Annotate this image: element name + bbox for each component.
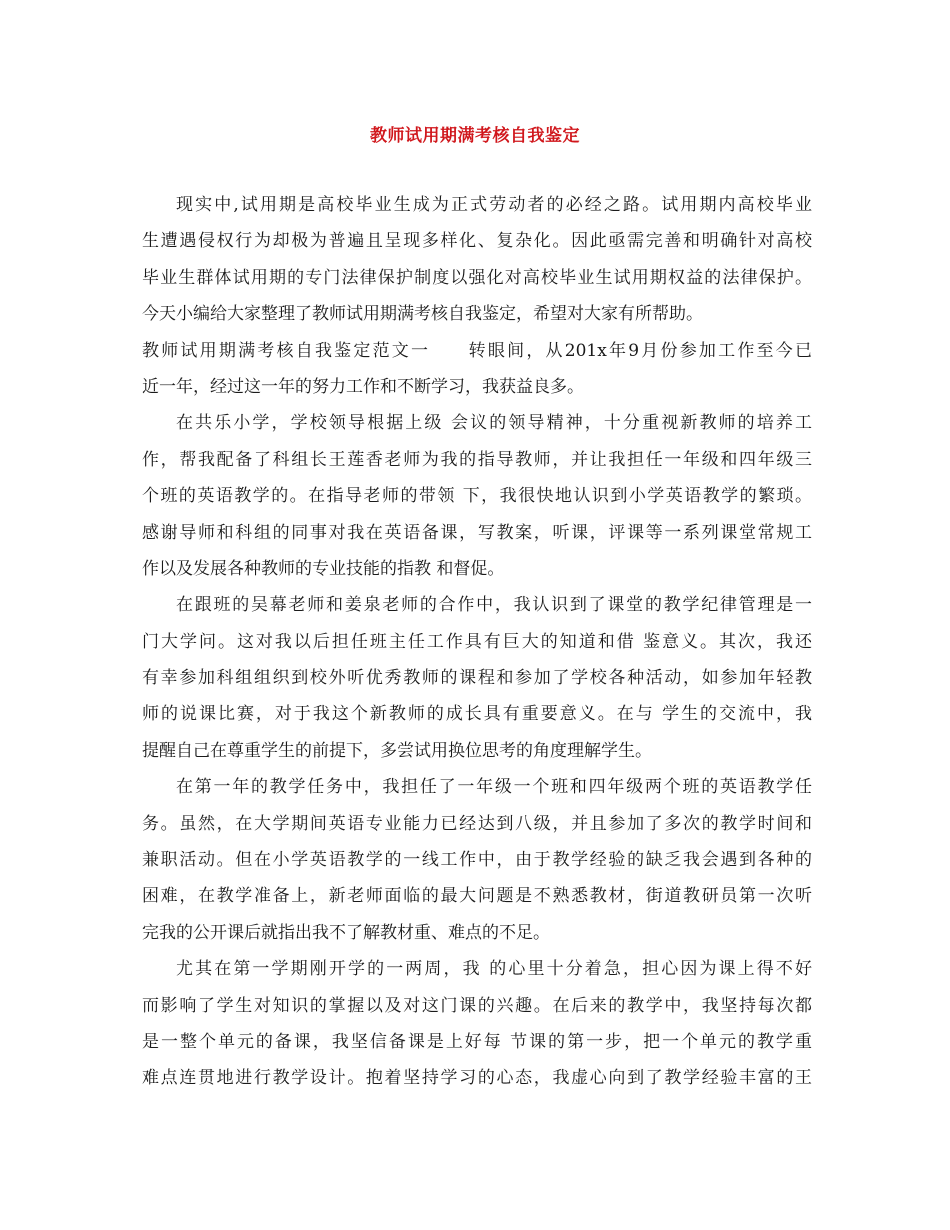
text-line: 在跟班的吴幕老师和姜泉老师的合作中，我认识到了课堂的教学纪律管理是一 (176, 595, 812, 616)
text-line: 困难，在教学准备上，新老师面临的最大问题是不熟悉教材，街道教研员第一次听 (142, 886, 812, 907)
text-line: 兼职活动。但在小学英语教学的一线工作中，由于教学经验的缺乏我会遇到各种的 (142, 850, 812, 871)
document-title: 教师试用期满考核自我鉴定 (370, 126, 580, 146)
text-line: 门大学问。这对我以后担任班主任工作具有巨大的知道和借 鉴意义。其次，我还 (142, 631, 812, 652)
text-line: 现实中,试用期是高校毕业生成为正式劳动者的必经之路。试用期内高校毕业 (176, 195, 812, 215)
text-line: 个班的英语教学的。在指导老师的带领 下，我很快地认识到小学英语教学的繁琐。 (142, 486, 812, 507)
text-line: 在共乐小学，学校领导根据上级 会议的领导精神，十分重视新教师的培养工 (176, 413, 812, 434)
text-line: 作，帮我配备了科组长王莲香老师为我的指导教师，并让我担任一年级和四年级三 (142, 449, 812, 470)
text-line: 难点连贯地进行教学设计。抱着坚持学习的心态，我虚心向到了教学经验丰富的王 (142, 1068, 812, 1089)
text-line: 作以及发展各种教师的专业技能的指教 和督促。 (142, 558, 505, 579)
document-body (142, 187, 812, 1097)
text-line: 尤其在第一学期刚开学的一两周，我 的心里十分着急，担心因为课上得不好 (176, 959, 812, 980)
text-line: 而影响了学生对知识的掌握以及对这门课的兴趣。在后来的教学中，我坚持每次都 (142, 995, 812, 1016)
text-line: 是一整个单元的备课，我坚信备课是上好每 节课的第一步，把一个单元的教学重 (142, 1031, 812, 1052)
text-line: 生遭遇侵权行为却极为普遍且呈现多样化、复杂化。因此亟需完善和明确针对高校 (142, 231, 812, 252)
text-line: 近一年，经过这一年的努力工作和不断学习，我获益良多。 (142, 376, 584, 397)
text-line: 提醒自己在尊重学生的前提下，多尝试用换位思考的角度理解学生。 (142, 740, 652, 761)
text-line: 感谢导师和科组的同事对我在英语备课，写教案，听课，评课等一系列课堂常规工 (142, 522, 812, 543)
text-line: 有幸参加科组组织到校外听优秀教师的课程和参加了学校各种活动，如参加年轻教 (142, 668, 812, 689)
text-line: 教师试用期满考核自我鉴定范文一 转眼间，从201x年9月份参加工作至今已 (142, 340, 812, 361)
text-line: 师的说课比赛，对于我这个新教师的成长具有重要意义。在与 学生的交流中，我 (142, 704, 812, 725)
text-line: 在第一年的教学任务中，我担任了一年级一个班和四年级两个班的英语教学任 (176, 777, 812, 798)
text-line: 毕业生群体试用期的专门法律保护制度以强化对高校毕业生试用期权益的法律保护。 (142, 267, 812, 288)
text-line: 今天小编给大家整理了教师试用期满考核自我鉴定，希望对大家有所帮助。 (142, 304, 703, 325)
text-line: 务。虽然，在大学期间英语专业能力已经达到八级，并且参加了多次的教学时间和 (142, 813, 812, 834)
text-line: 完我的公开课后就指出我不了解教材重、难点的不足。 (142, 922, 550, 943)
